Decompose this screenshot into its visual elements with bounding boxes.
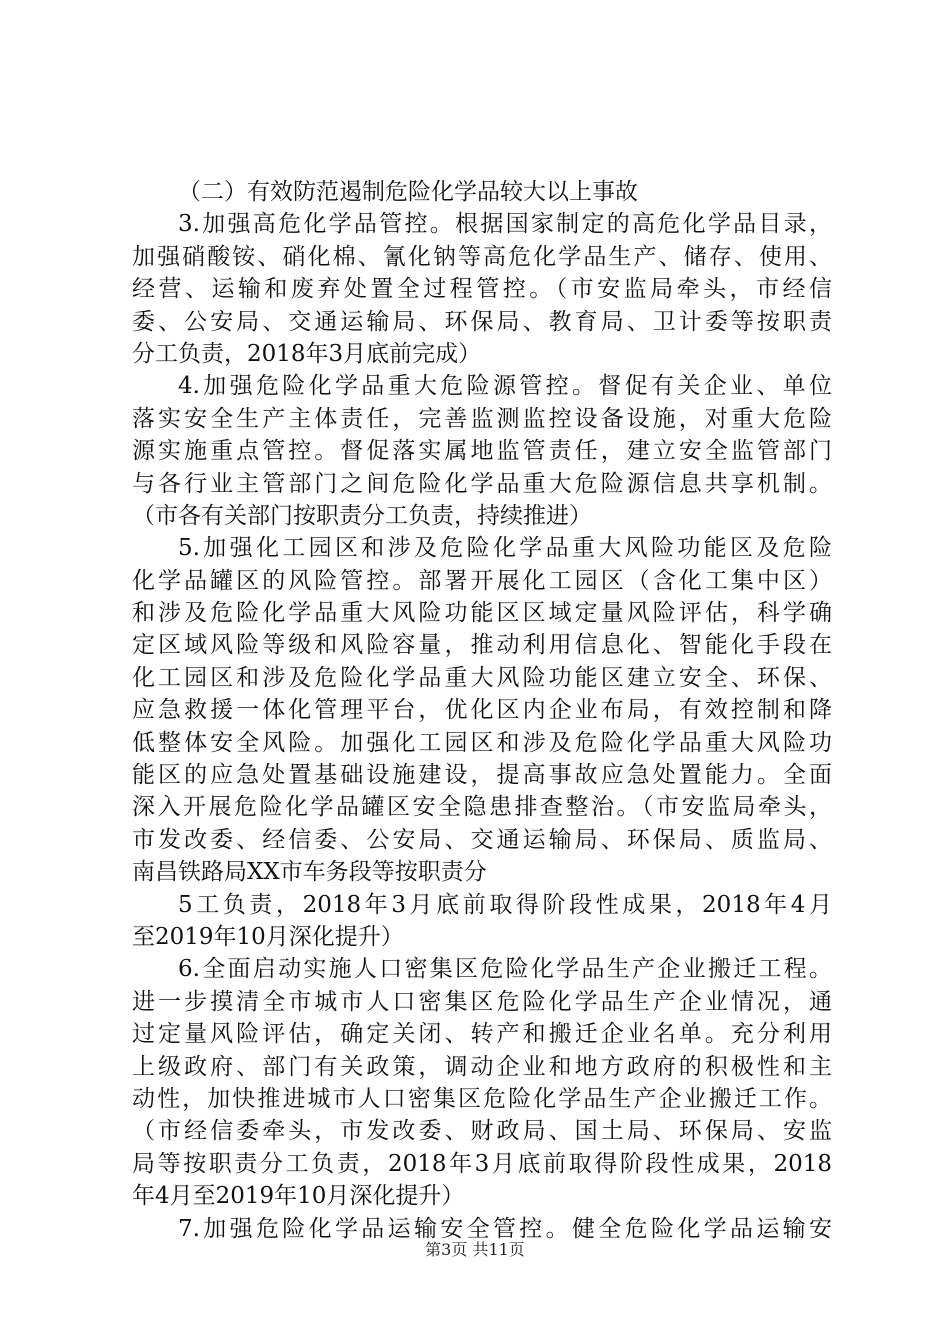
paragraph-line: 低整体安全风险。加强化工园区和涉及危险化学品重大风险功 — [132, 729, 832, 756]
section-heading: （二）有效防范遏制危险化学品较大以上事故 — [178, 179, 638, 205]
paragraph-line: 7.加强危险化学品运输安全管控。健全危险化学品运输安 — [178, 1215, 832, 1242]
paragraph-line: 年4月至2019年10月深化提升） — [132, 1183, 465, 1210]
paragraph-line: 与各行业主管部门之间危险化学品重大危险源信息共享机制。 — [132, 470, 832, 497]
paragraph-line: 至2019年10月深化提升） — [132, 923, 404, 950]
paragraph-line: 进一步摸清全市城市人口密集区危险化学品生产企业情况，通 — [132, 988, 832, 1015]
paragraph-line: 6.全面启动实施人口密集区危险化学品生产企业搬迁工程。 — [178, 956, 832, 983]
paragraph-line: 加强硝酸铵、硝化棉、氰化钠等高危化学品生产、储存、使用、 — [132, 243, 832, 270]
paragraph-line: 化工园区和涉及危险化学品重大风险功能区建立安全、环保、 — [132, 664, 832, 691]
paragraph-line: 落实安全生产主体责任，完善监测监控设备设施，对重大危险 — [132, 405, 832, 432]
paragraph-line: 化学品罐区的风险管控。部署开展化工园区（含化工集中区） — [132, 567, 832, 594]
paragraph-line: 动性，加快推进城市人口密集区危险化学品生产企业搬迁工作。 — [132, 1085, 832, 1112]
paragraph-line: 5工负责，2018年3月底前取得阶段性成果，2018年4月 — [178, 891, 832, 918]
paragraph-line: 市发改委、经信委、公安局、交通运输局、环保局、质监局、 — [132, 826, 832, 853]
paragraph-line: 过定量风险评估，确定关闭、转产和搬迁企业名单。充分利用 — [132, 1021, 832, 1048]
paragraph-line: 经营、运输和废弃处置全过程管控。（市安监局牵头，市经信 — [132, 276, 832, 303]
paragraph-line: 3.加强高危化学品管控。根据国家制定的高危化学品目录， — [178, 211, 832, 238]
paragraph-line: 定区域风险等级和风险容量，推动利用信息化、智能化手段在 — [132, 632, 832, 659]
paragraph-line: 局等按职责分工负责，2018年3月底前取得阶段性成果，2018 — [132, 1150, 832, 1177]
paragraph-line: （市各有关部门按职责分工负责，持续推进） — [132, 502, 592, 529]
paragraph-line: 源实施重点管控。督促落实属地监管责任，建立安全监管部门 — [132, 438, 832, 465]
page-number: 第3页 共11页 — [425, 1240, 525, 1259]
paragraph-line: 上级政府、部门有关政策，调动企业和地方政府的积极性和主 — [132, 1053, 832, 1080]
paragraph-line: 分工负责，2018年3月底前完成） — [132, 340, 482, 367]
paragraph-line: 南昌铁路局XX市车务段等按职责分 — [132, 859, 487, 886]
paragraph-line: 应急救援一体化管理平台，优化区内企业布局，有效控制和降 — [132, 697, 832, 724]
document-body — [132, 176, 832, 1245]
paragraph-line: 深入开展危险化学品罐区安全隐患排查整治。（市安监局牵头， — [132, 794, 832, 821]
paragraph-line: 5.加强化工园区和涉及危险化学品重大风险功能区及危险 — [178, 535, 832, 562]
paragraph-line: 委、公安局、交通运输局、环保局、教育局、卫计委等按职责 — [132, 308, 832, 335]
paragraph-line: 能区的应急处置基础设施建设，提高事故应急处置能力。全面 — [132, 762, 832, 789]
paragraph-line: （市经信委牵头，市发改委、财政局、国土局、环保局、安监 — [132, 1118, 832, 1145]
paragraph-line: 4.加强危险化学品重大危险源管控。督促有关企业、单位 — [178, 373, 832, 400]
paragraph-line: 和涉及危险化学品重大风险功能区区域定量风险评估，科学确 — [132, 600, 832, 627]
